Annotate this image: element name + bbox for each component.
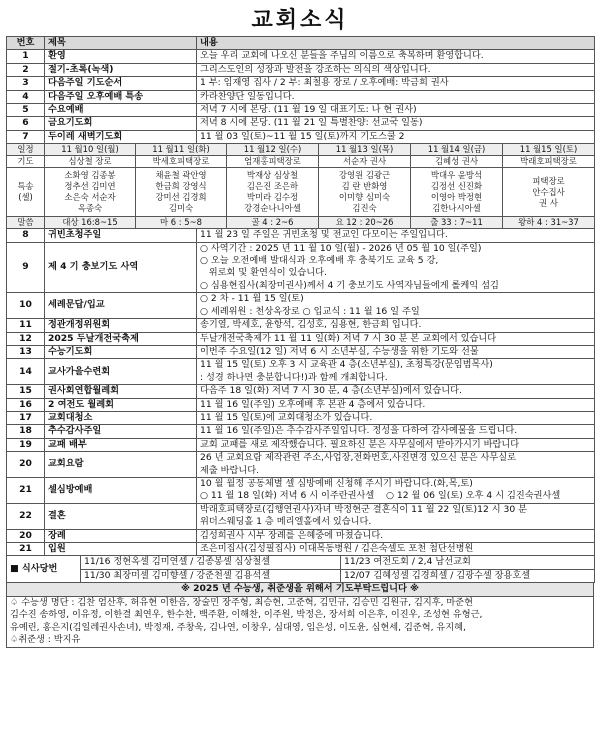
item-content	[197, 411, 595, 424]
schedule-label-special: 특송 (셀)	[7, 168, 45, 217]
item-number: 14	[7, 359, 45, 385]
special-singer: 박미라 김수정	[246, 192, 299, 203]
content-line: 26 년 교회요람 제작관련 주소,사업장,전화번호,사진변경 있으신 분은 사무실로	[200, 452, 517, 464]
header-no: 번호	[7, 37, 45, 50]
content-line: 송기열, 박세호, 윤항석, 김성호, 심용현, 한금희 입니다.	[200, 319, 422, 331]
special-singer: 김 란 반화영	[341, 181, 388, 192]
item-content	[197, 319, 595, 332]
schedule-date: 11 월10 일(월)	[45, 144, 136, 156]
item-content	[197, 332, 595, 345]
content-line: 이번주 수요일(12 일) 저녁 6 시 소년부실, 수능생을 위한 기도와 선물	[200, 345, 479, 357]
item-content: 오늘 우리 교회에 나오신 분들을 주님의 이름으로 축복하며 환영합니다.	[197, 50, 595, 63]
meal-entry: 12/07 김혜성셀 김경희셀 / 김광수셀 장용호셀	[341, 569, 595, 582]
table-row	[7, 242, 595, 293]
table-row	[7, 452, 595, 478]
special-singer: 박재상 심상철	[246, 170, 299, 181]
item-number: 11	[7, 319, 45, 332]
table-row	[7, 543, 595, 556]
item-number: 5	[7, 104, 45, 117]
table-row	[7, 104, 595, 117]
item-number: 21	[7, 477, 45, 503]
item-title: 교회요람	[45, 452, 197, 478]
item-number: 2	[7, 63, 45, 76]
special-singer: 박대우 윤방석	[430, 170, 483, 181]
special-singer: 김미숙	[168, 203, 194, 214]
notice-banner: ※ 2025 년 수능생, 취준생을 위해서 기도부탁드립니다 ※	[7, 583, 594, 596]
table-row	[7, 332, 595, 345]
schedule-special	[319, 168, 411, 217]
content-line: 위로회 및 환연식이 있습니다.	[200, 267, 327, 279]
item-title: 결혼	[45, 503, 197, 529]
item-number: 1	[7, 50, 45, 63]
table-row	[7, 63, 595, 76]
meal-entry: 11/23 여전도회 / 2,4 남선교회	[341, 556, 595, 569]
item-number: 9	[7, 242, 45, 293]
table-row	[7, 117, 595, 130]
table-row	[7, 293, 595, 319]
item-content	[197, 529, 595, 542]
content-line: ○ 11 월 18 일(화) 저녁 6 시 이주란권사셀 ○ 12 월 06 일(토) 오후 4 시 김진숙권사셀	[200, 490, 561, 502]
schedule-words: 대상 16:8~15	[45, 217, 136, 229]
item-content	[197, 425, 595, 438]
schedule-prayer: 김혜성 권사	[411, 156, 503, 168]
item-title: 세례문답/입교	[45, 293, 197, 319]
item-title: 금요기도회	[45, 117, 197, 130]
schedule-words: 마 6 : 5~8	[136, 217, 227, 229]
content-line: 10 월 월정 공동체별 셀 심방예배 신청해 주시기 바랍니다.(화,목,토)	[200, 477, 473, 489]
item-title: 교패 배부	[45, 438, 197, 451]
schedule-date: 11 월14 일(금)	[411, 144, 503, 156]
item-content	[197, 503, 595, 529]
schedule-words: 골 4 : 2~6	[227, 217, 319, 229]
table-row	[7, 425, 595, 438]
page-title: 교회소식	[251, 8, 349, 33]
special-singer: 김한나시아셀	[432, 203, 481, 214]
meal-entry: 11/16 정현옥셀 김미연셀 / 김종봉셀 심상철셀	[81, 556, 341, 569]
schedule-words: 출 33 : 7~11	[411, 217, 503, 229]
item-title: 추수감사주일	[45, 425, 197, 438]
special-singer: 김진숙	[352, 203, 377, 214]
item-number: 8	[7, 229, 45, 242]
item-number: 17	[7, 411, 45, 424]
item-content: 카라찬양단 일동입니다.	[197, 90, 595, 103]
item-number: 20	[7, 529, 45, 542]
table-row	[7, 77, 595, 90]
content-line: : 성경 하나면 충분합니다!)과 함께 개최합니다.	[200, 371, 388, 383]
item-number: 12	[7, 332, 45, 345]
item-title: 교회대청소	[45, 411, 197, 424]
content-line: ○ 사역기간 : 2025 년 11 월 10 일(월) - 2026 년 05 월 10 일(주일)	[200, 242, 482, 254]
schedule-prayer: 박세호피택장로	[136, 156, 227, 168]
table-row	[7, 477, 595, 503]
item-title: 다음주일 기도순서	[45, 77, 197, 90]
schedule-special	[136, 168, 227, 217]
prayer-schedule	[6, 143, 595, 229]
item-title: 귀빈초청주일	[45, 229, 197, 242]
special-singer: 강경순나니아셀	[244, 203, 301, 214]
content-line: 11 월 16 일(주일) 오후예배 후 본관 4 층에서 있습니다.	[200, 398, 426, 410]
schedule-special	[227, 168, 319, 217]
schedule-special-row	[7, 168, 595, 217]
meal-row	[7, 569, 595, 582]
content-line: 11 월 23 일 주일은 귀빈초청 및 전교인 다모이는 주일입니다.	[200, 229, 448, 241]
schedule-special	[503, 168, 595, 217]
item-content	[197, 438, 595, 451]
special-singer: 권 사	[539, 197, 558, 208]
header-title: 제목	[45, 37, 197, 50]
item-number: 21	[7, 543, 45, 556]
special-singer: 정추선 김미연	[64, 181, 116, 192]
item-content	[197, 242, 595, 293]
prayer-line: 유예린, 홍은지(김일레권사손녀), 박정재, 주창욱, 김나연, 이창우, 심대영, 임은성, 이도윤, 심현세, 김준혁, 유지혜,	[10, 621, 466, 633]
schedule-prayer-row	[7, 156, 595, 168]
item-title: 제 4 기 충보기도 사역	[45, 242, 197, 293]
special-singer: 이영아 박정현	[430, 192, 483, 203]
item-number: 22	[7, 503, 45, 529]
content-line: 위더스웨딩홀 1 층 메리엘홀에서 있습니다.	[200, 516, 372, 528]
item-title: 셀심방예배	[45, 477, 197, 503]
item-number: 19	[7, 438, 45, 451]
prayer-line: 김수진 송하영, 이유정, 이한결 최연우, 한수찬, 백주환, 이해찬, 이주원, 박정은, 장서희 이은후, 이진우, 조성현 유형근,	[10, 609, 483, 621]
content-line: 11 월 15 일(토)에 교회대청소가 있습니다.	[200, 411, 373, 423]
schedule-prayer: 심상철 장로	[45, 156, 136, 168]
schedule-date-row	[7, 144, 595, 156]
table-row	[7, 90, 595, 103]
item-content	[197, 359, 595, 385]
item-title: 수능기도회	[45, 345, 197, 358]
item-title: 다음주일 오후예배 특송	[45, 90, 197, 103]
table-row	[7, 229, 595, 242]
special-singer: 피택장로	[532, 175, 565, 186]
schedule-date: 11 월15 일(토)	[503, 144, 595, 156]
schedule-words: 요 12 : 20~26	[319, 217, 411, 229]
item-title: 환영	[45, 50, 197, 63]
item-title: 입원	[45, 543, 197, 556]
schedule-label-date: 일정	[7, 144, 45, 156]
special-singer: 강미선 김경희	[155, 192, 207, 203]
item-content	[197, 293, 595, 319]
table-row	[7, 359, 595, 385]
table-row	[7, 385, 595, 398]
item-content: 11 월 03 일(토)~11 월 15 일(토)까지 기도스쿨 2	[197, 130, 595, 143]
item-content	[197, 477, 595, 503]
special-singer: 채윤철 곽안영	[155, 170, 207, 181]
content-line: 제출 바랍니다.	[200, 464, 260, 476]
item-number: 13	[7, 345, 45, 358]
item-number: 4	[7, 90, 45, 103]
item-content	[197, 345, 595, 358]
item-title: 장례	[45, 529, 197, 542]
table-row	[7, 398, 595, 411]
item-content	[197, 398, 595, 411]
schedule-prayer: 엄재홍피택장로	[227, 156, 319, 168]
content-line: ○ 심용현집사(최장미권사)께서 4 기 충보기도 사역자님들에게 롤케익 섬김	[200, 279, 499, 291]
schedule-date: 11 월12 일(수)	[227, 144, 319, 156]
table-row	[7, 345, 595, 358]
item-title: 정관개정위원회	[45, 319, 197, 332]
item-number: 3	[7, 77, 45, 90]
special-singer: 옥종숙	[77, 203, 103, 214]
schedule-label-prayer: 기도	[7, 156, 45, 168]
content-line: ○ 세례위원 : 천상옥장로 ○ 입교식 : 11 월 16 일 주일	[200, 305, 420, 317]
special-singer: 안수집사	[532, 186, 565, 197]
content-line: 김성희권사 시부 장례를 은혜중에 마쳤습니다.	[200, 529, 384, 541]
header-content: 내용	[197, 37, 595, 50]
schedule-words: 왕하 4 : 31~37	[503, 217, 595, 229]
meal-label: ■ 식사당번	[7, 556, 81, 583]
item-content: 1 부: 임재영 집사 / 2 부: 최철용 장로 / 오후예배: 박금희 권사	[197, 77, 595, 90]
item-number: 6	[7, 117, 45, 130]
table-row	[7, 130, 595, 143]
news-table	[6, 36, 595, 144]
special-singer: 김정선 신진화	[430, 181, 483, 192]
table-row	[7, 411, 595, 424]
content-line: 박래호피택장로(김행연권사)자녀 박정현군 결혼식이 11 월 22 일(토)12 시 30 분	[200, 503, 528, 515]
item-number: 20	[7, 452, 45, 478]
content-line: 두날개전국축제가 11 월 11 일(화) 저녁 7 시 30 분 본 교회에서 있습니다	[200, 332, 497, 344]
item-title: 2 여전도 월례회	[45, 398, 197, 411]
special-singer: 강영원 김광근	[338, 170, 391, 181]
special-singer: 소화영 김종봉	[64, 170, 116, 181]
item-number: 18	[7, 425, 45, 438]
news-table-bottom	[6, 228, 595, 556]
table-row	[7, 529, 595, 542]
table-row	[7, 319, 595, 332]
table-row	[7, 438, 595, 451]
special-singer: 한금희 강영식	[155, 181, 207, 192]
schedule-date: 11 월11 일(화)	[136, 144, 227, 156]
item-content	[197, 543, 595, 556]
meal-entry: 11/30 최장미셀 김미향셀 / 강준천셀 김용석셀	[81, 569, 341, 582]
schedule-special	[45, 168, 136, 217]
item-content: 저녁 8 시에 본당. (11 월 21 일 특별찬양: 선교국 일동)	[197, 117, 595, 130]
prayer-notice	[6, 582, 594, 648]
content-line: 11 월 15 일(토) 오후 3 시 교육관 4 층(소년부실), 초청특강(문임범목사)	[200, 359, 493, 371]
meal-duty	[6, 555, 595, 583]
item-content	[197, 229, 595, 242]
item-number: 7	[7, 130, 45, 143]
special-singer: 김은진 조은하	[246, 181, 299, 192]
schedule-date: 11 월13 일(목)	[319, 144, 411, 156]
item-content	[197, 452, 595, 478]
item-number: 10	[7, 293, 45, 319]
prayer-list	[7, 596, 594, 647]
item-title: 수요예배	[45, 104, 197, 117]
item-number: 16	[7, 398, 45, 411]
prayer-line: ♤ 수능생 명단 : 김찬 엄산후, 허유현 이한음, 장술민 장주형, 최승현, 고준혁, 김민규, 김승민 김원규, 김지후, 마준현	[10, 596, 474, 608]
special-singer: 이미향 심미숙	[338, 192, 391, 203]
item-content: 저녁 7 시에 본당. (11 월 19 일 대표기도: 나 현 권사)	[197, 104, 595, 117]
table-header-row	[7, 37, 595, 50]
schedule-special	[411, 168, 503, 217]
schedule-label-words: 말씀	[7, 217, 45, 229]
table-row	[7, 503, 595, 529]
item-content	[197, 385, 595, 398]
meal-row	[7, 556, 595, 569]
content-line: ○ 오늘 오전예배 발대식과 오후예배 후 충북기도 교육 5 강,	[200, 255, 439, 267]
item-number: 15	[7, 385, 45, 398]
item-title: 절기-초록(녹색)	[45, 63, 197, 76]
content-line: ○ 2 차 - 11 월 15 일(토)	[200, 293, 304, 305]
content-line: 다음주 18 일(화) 저녁 7 시 30 분, 4 층(소년부실)에서 있습니다.	[200, 385, 462, 397]
schedule-words-row	[7, 217, 595, 229]
item-title: 권사회연합월례회	[45, 385, 197, 398]
content-line: 조은미집사(김성필집사) 이대목동병원 / 김은숙셀도 포천 첨단선병원	[200, 543, 474, 554]
schedule-prayer: 서순자 권사	[319, 156, 411, 168]
content-line: 교회 교패를 새로 제작했습니다. 필요하신 분은 사무실에서 받아가시기 바랍니다	[200, 438, 520, 450]
item-title: 두이레 새벽기도회	[45, 130, 197, 143]
table-row	[7, 50, 595, 63]
item-title: 2025 두날개전국축제	[45, 332, 197, 345]
schedule-prayer: 박래호피택장로	[503, 156, 595, 168]
item-content: 그리스도인의 성장과 발전을 강조하는 의식의 색상입니다.	[197, 63, 595, 76]
top-items	[7, 50, 595, 144]
item-title: 교사가을수련회	[45, 359, 197, 385]
special-singer: 소은숙 서순자	[64, 192, 116, 203]
prayer-line: ♤취준생 : 박지유	[10, 634, 81, 646]
content-line: 11 월 16 일(주일)은 추수감사주일입니다. 정성을 다하여 감사예물을 드립니다.	[200, 425, 518, 437]
